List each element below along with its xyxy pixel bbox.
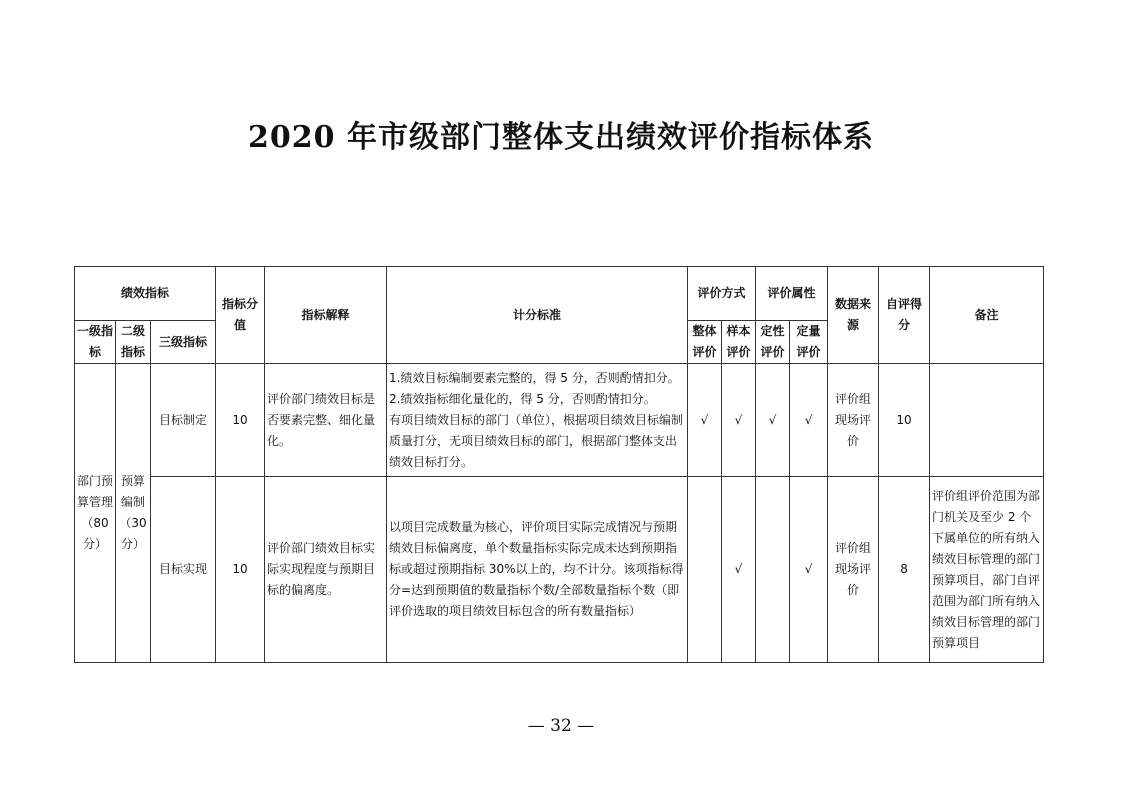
page-title: 2020 年市级部门整体支出绩效评价指标体系 [248,120,874,155]
overall-check [688,477,722,663]
sample-check: √ [722,477,756,663]
header-overall: 整体评价 [688,321,722,364]
explanation-cell: 评价部门绩效目标是否要素完整、细化量化。 [265,364,387,477]
standard-line: 以项目完成数量为核心，评价项目实际完成情况与预期绩效目标偏离度，单个数量指标实际完成未达到预期指标或超过预期指标 30%以上的，均不计分。该项指标得分=达到预期值的数量指标个数/全部数量指标个数（即评价选取的项目绩效目标包含的所有数量指标） [389,520,684,618]
score-cell: 10 [216,364,265,477]
table-row [75,364,1044,477]
standard-line: 2.绩效指标细化量化的，得 5 分，否则酌情扣分。 [389,391,656,406]
quantitative-check: √ [790,477,828,663]
header-performance-indicators: 绩效指标 [75,267,216,321]
header-eval-attr: 评价属性 [756,267,828,321]
standard-line: 1.绩效目标编制要素完整的，得 5 分，否则酌情扣分。 [389,370,680,385]
qualitative-check [756,477,790,663]
overall-check: √ [688,364,722,477]
header-level2: 二级指标 [116,321,151,364]
self-score-cell: 10 [879,364,930,477]
indicator-table [74,266,1044,663]
standard-line: 有项目绩效目标的部门（单位），根据项目绩效目标编制质量打分，无项目绩效目标的部门，根据部门整体支出绩效目标打分。 [389,412,684,469]
standard-cell [387,477,688,663]
qualitative-check: √ [756,364,790,477]
sample-check: √ [722,364,756,477]
header-level1: 一级指标 [75,321,116,364]
header-standard: 计分标准 [387,267,688,364]
table-row [75,477,1044,663]
header-eval-method: 评价方式 [688,267,756,321]
explanation-cell: 评价部门绩效目标实际实现程度与预期目标的偏离度。 [265,477,387,663]
score-cell: 10 [216,477,265,663]
header-data-source: 数据来源 [828,267,879,364]
data-source-cell: 评价组现场评价 [828,364,879,477]
remarks-cell [930,364,1044,477]
level2-cell: 预算编制（30分） [116,364,151,663]
header-sample: 样本评价 [722,321,756,364]
level1-cell: 部门预算管理（80分） [75,364,116,663]
level3-cell: 目标制定 [151,364,216,477]
page-number: — 32 — [527,716,595,736]
quantitative-check: √ [790,364,828,477]
header-qualitative: 定性评价 [756,321,790,364]
standard-cell [387,364,688,477]
remarks-cell: 评价组评价范围为部门机关及至少 2 个下属单位的所有纳入绩效目标管理的部门预算项目，部门自评范围为部门所有纳入绩效目标管理的部门预算项目 [930,477,1044,663]
header-level3: 三级指标 [151,321,216,364]
header-quantitative: 定量评价 [790,321,828,364]
header-score: 指标分值 [216,267,265,364]
header-explanation: 指标解释 [265,267,387,364]
self-score-cell: 8 [879,477,930,663]
data-source-cell: 评价组现场评价 [828,477,879,663]
level3-cell: 目标实现 [151,477,216,663]
header-self-score: 自评得分 [879,267,930,364]
header-remarks: 备注 [930,267,1044,364]
